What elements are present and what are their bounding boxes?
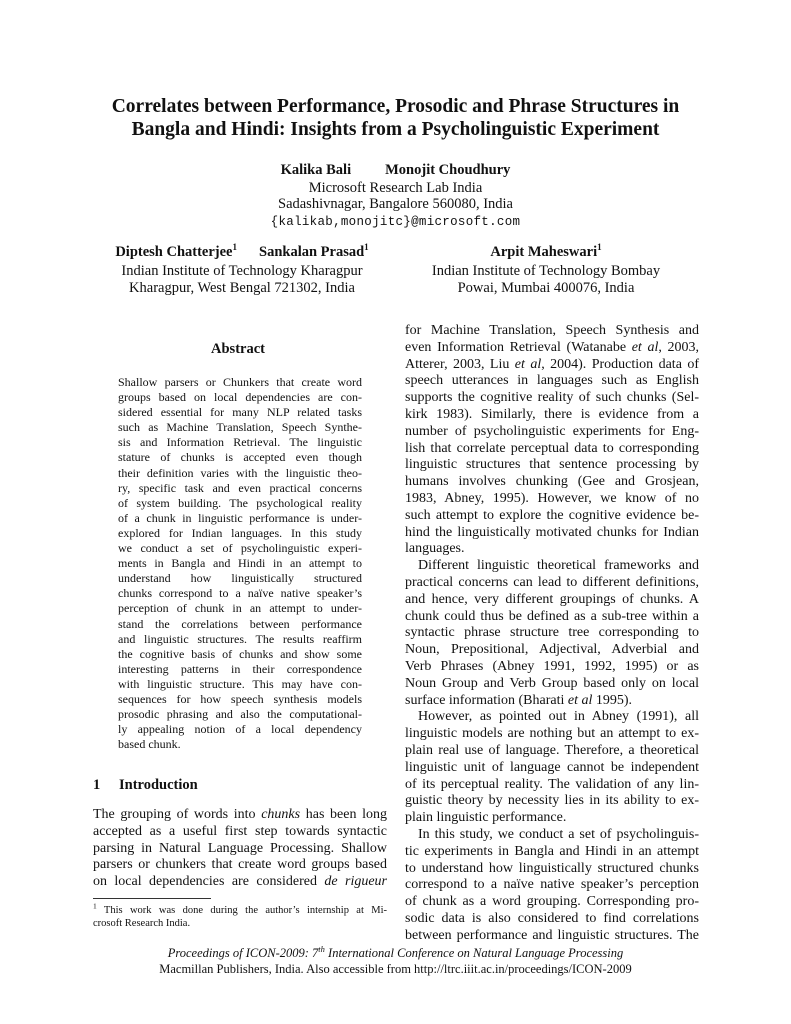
abstract-body (118, 375, 362, 752)
intro-line: accepted as a useful first step towards syntactic (93, 823, 387, 839)
author-names (396, 244, 696, 261)
body-line: tic experiments in Bangla and Hindi in an attempt (405, 843, 699, 859)
author-address: Sadashivnagar, Bangalore 560080, India (278, 196, 513, 212)
body-line: Noun Group and Verb Group based only on local (405, 675, 699, 691)
abstract-line: sidered essential for many NLP related tasks (118, 405, 362, 420)
abstract-line: stand the correlations between performance (118, 616, 362, 631)
abstract-line: such as Machine Translation, Speech Synthe- (118, 420, 362, 435)
body-line: guistic theory by necessity lies in its ability to ex- (405, 793, 699, 809)
body-line: linguistic models are nothing but an attempt to ex- (405, 726, 699, 742)
body-line: Noun, Prepositional, Adjectival, Adverbial and (405, 642, 699, 658)
abstract-line: Shallow parsers or Chunkers that create word (118, 375, 362, 389)
abstract-line: ments in Bangla and Hindi in an attempt to (118, 556, 362, 571)
paper-title (0, 95, 791, 141)
abstract-line: their definition varies with the linguistic theo- (118, 465, 362, 480)
abstract-line: sis and Information Retrieval. The linguistic (118, 435, 362, 450)
intro-line: parsing in Natural Language Processing. Shallow (93, 840, 387, 856)
body-line: and hence, very different groupings of chunks. A (405, 591, 699, 607)
body-line: to understand how linguistically structured chunks (405, 860, 699, 876)
footnote-marker: 1 (232, 242, 237, 253)
body-line: 1983, Abney, 1995). However, we know of no (405, 490, 699, 506)
author-names (92, 244, 392, 261)
body-line: However, as pointed out in Abney (1991), all (418, 709, 699, 725)
footnote-marker: 1 (597, 242, 602, 253)
body-line: humans involves chunking (Gee and Grosjean, (405, 474, 699, 490)
abstract-line: chunks correspond to a naïve native speaker’s (118, 586, 362, 601)
abstract-line: with linguistic structure. This may have con- (118, 676, 362, 691)
body-line: of its perceptual reality. The validation of any lin- (405, 776, 699, 792)
body-line: such attempt to explore the cognitive evidence be- (405, 507, 699, 523)
author-address: Kharagpur, West Bengal 721302, India (129, 280, 355, 296)
footnote-marker: 1 (364, 242, 369, 253)
title-line: Bangla and Hindi: Insights from a Psycholinguistic Experiment (131, 119, 660, 140)
author-name: Kalika Bali (280, 162, 352, 178)
abstract-line: groups based on local dependencies are con- (118, 390, 362, 405)
body-line: sodic data is also considered to find correlations (405, 910, 699, 926)
abstract-line: perception of chunk in an attempt to under- (118, 601, 362, 616)
author-name: Sankalan Prasad (259, 244, 365, 260)
author-block-left (92, 244, 392, 297)
author-address: Powai, Mumbai 400076, India (457, 280, 635, 296)
intro-line: parsers or chunkers that create word groups based (93, 857, 387, 873)
body-line: for Machine Translation, Speech Synthesis and (405, 323, 699, 338)
body-line: practical concerns can lead to different definitions, (405, 574, 699, 590)
abstract-line: explored for Indian languages. In this study (118, 525, 362, 540)
author-email: {kalikab,monojitc}@microsoft.com (270, 214, 521, 229)
body-line: Atterer, 2003, Liu et al, 2004). Production data of (405, 356, 699, 372)
body-line: linguistic unit of language cannot be independent (405, 759, 699, 775)
author-block-right (396, 244, 696, 297)
abstract-line: we conduct a set of psycholinguistic experi- (118, 541, 362, 556)
body-line: Verb Phrases (Abney 1991, 1992, 1995) or as (405, 658, 699, 674)
author-name: Diptesh Chatterjee (115, 244, 233, 260)
abstract-line: sequences for how speech synthesis models (118, 691, 362, 706)
author-affiliation: Microsoft Research Lab India (308, 179, 483, 196)
body-line: linguistic structures that sentence processing by (405, 457, 699, 473)
author-affiliation: Indian Institute of Technology Bombay (431, 262, 661, 279)
author-block-top (0, 162, 791, 230)
body-line: syntactic phrase structure tree corresponding to (405, 625, 699, 641)
footer-proceedings: Proceedings of ICON-2009: 7th International Conference on Natural Language Processing (167, 943, 624, 960)
abstract-heading: Abstract (211, 341, 265, 357)
body-line: surface information (Bharati et al 1995). (405, 692, 633, 708)
body-line: chunk could thus be defined as a sub-tree within a (405, 608, 699, 624)
author-affiliation: Indian Institute of Technology Kharagpur (121, 262, 363, 279)
abstract-line: of system building. The psychological reality (118, 495, 362, 510)
section-number: 1 (93, 777, 101, 793)
abstract-line: stature of chunks is accepted even though (118, 450, 362, 465)
author-name: Arpit Maheswari (490, 244, 598, 260)
abstract-line: the cognitive basis of chunks and show some (118, 646, 362, 661)
abstract-line: ry, specific task and even practical concerns (118, 480, 362, 495)
body-line: languages. (405, 541, 465, 557)
abstract-line: understand how linguistically structured (118, 571, 362, 586)
introduction-body (93, 807, 387, 891)
body-line: supports the cognitive reality of such chunks (Sel- (405, 390, 699, 406)
body-line: even Information Retrieval (Watanabe et al, 2003, (405, 339, 700, 355)
abstract-line: prosodic phrasing and also the computational- (118, 707, 362, 722)
body-line: Different linguistic theoretical frameworks and (418, 558, 699, 574)
abstract-line: of a chunk in linguistic performance is under- (118, 510, 362, 525)
abstract-line: ly appealing notion of a local dependency (118, 722, 362, 737)
author-name: Monojit Choudhury (385, 162, 511, 178)
page-footer (0, 943, 791, 977)
body-line: hind the linguistically motivated chunks for Indian (405, 524, 699, 540)
body-line: correspond to a naïve native speaker’s perception (405, 877, 699, 893)
title-line: Correlates between Performance, Prosodic and Phrase Structures in (111, 96, 680, 117)
footnote-divider (93, 898, 211, 899)
body-line: of chunk as a word grouping. Corresponding pro- (405, 894, 699, 910)
body-line: In this study, we conduct a set of psycholinguis- (418, 826, 699, 842)
abstract-line: and linguistic structures. The results reaffirm (118, 631, 362, 646)
section-heading-introduction (93, 777, 198, 794)
abstract-line: interesting patterns in their correspondence (118, 661, 362, 676)
abstract-line: based chunk. (118, 737, 181, 752)
footnote (93, 901, 387, 930)
intro-line: The grouping of words into chunks has been long (93, 807, 388, 822)
body-line: kirk 1983). Similarly, there is evidence from a (405, 406, 699, 422)
right-column-body (405, 323, 699, 944)
footnote-line: $^1$ This work was done during the author’s internship at Mi- (93, 901, 387, 916)
author-names (0, 162, 791, 179)
body-line: number of psycholinguistic experiments for Eng- (405, 423, 699, 439)
intro-line: on local dependencies are considered de rigueur (93, 874, 387, 890)
section-title: Introduction (119, 777, 198, 793)
body-line: lish that correlate perceptual data to corresponding (405, 440, 699, 456)
footer-publisher: Macmillan Publishers, India. Also accessible from http://ltrc.iiit.ac.in/proceedings/ICON-2009 (159, 961, 632, 976)
body-line: speech utterances in languages such as English (405, 373, 699, 389)
footnote-line: crosoft Research India. (93, 918, 191, 929)
body-line: between performance and linguistic structures. The (405, 927, 699, 943)
body-line: plain real use of language. Therefore, a theoretical (405, 742, 699, 758)
body-line: plain linguistic performance. (405, 810, 567, 826)
